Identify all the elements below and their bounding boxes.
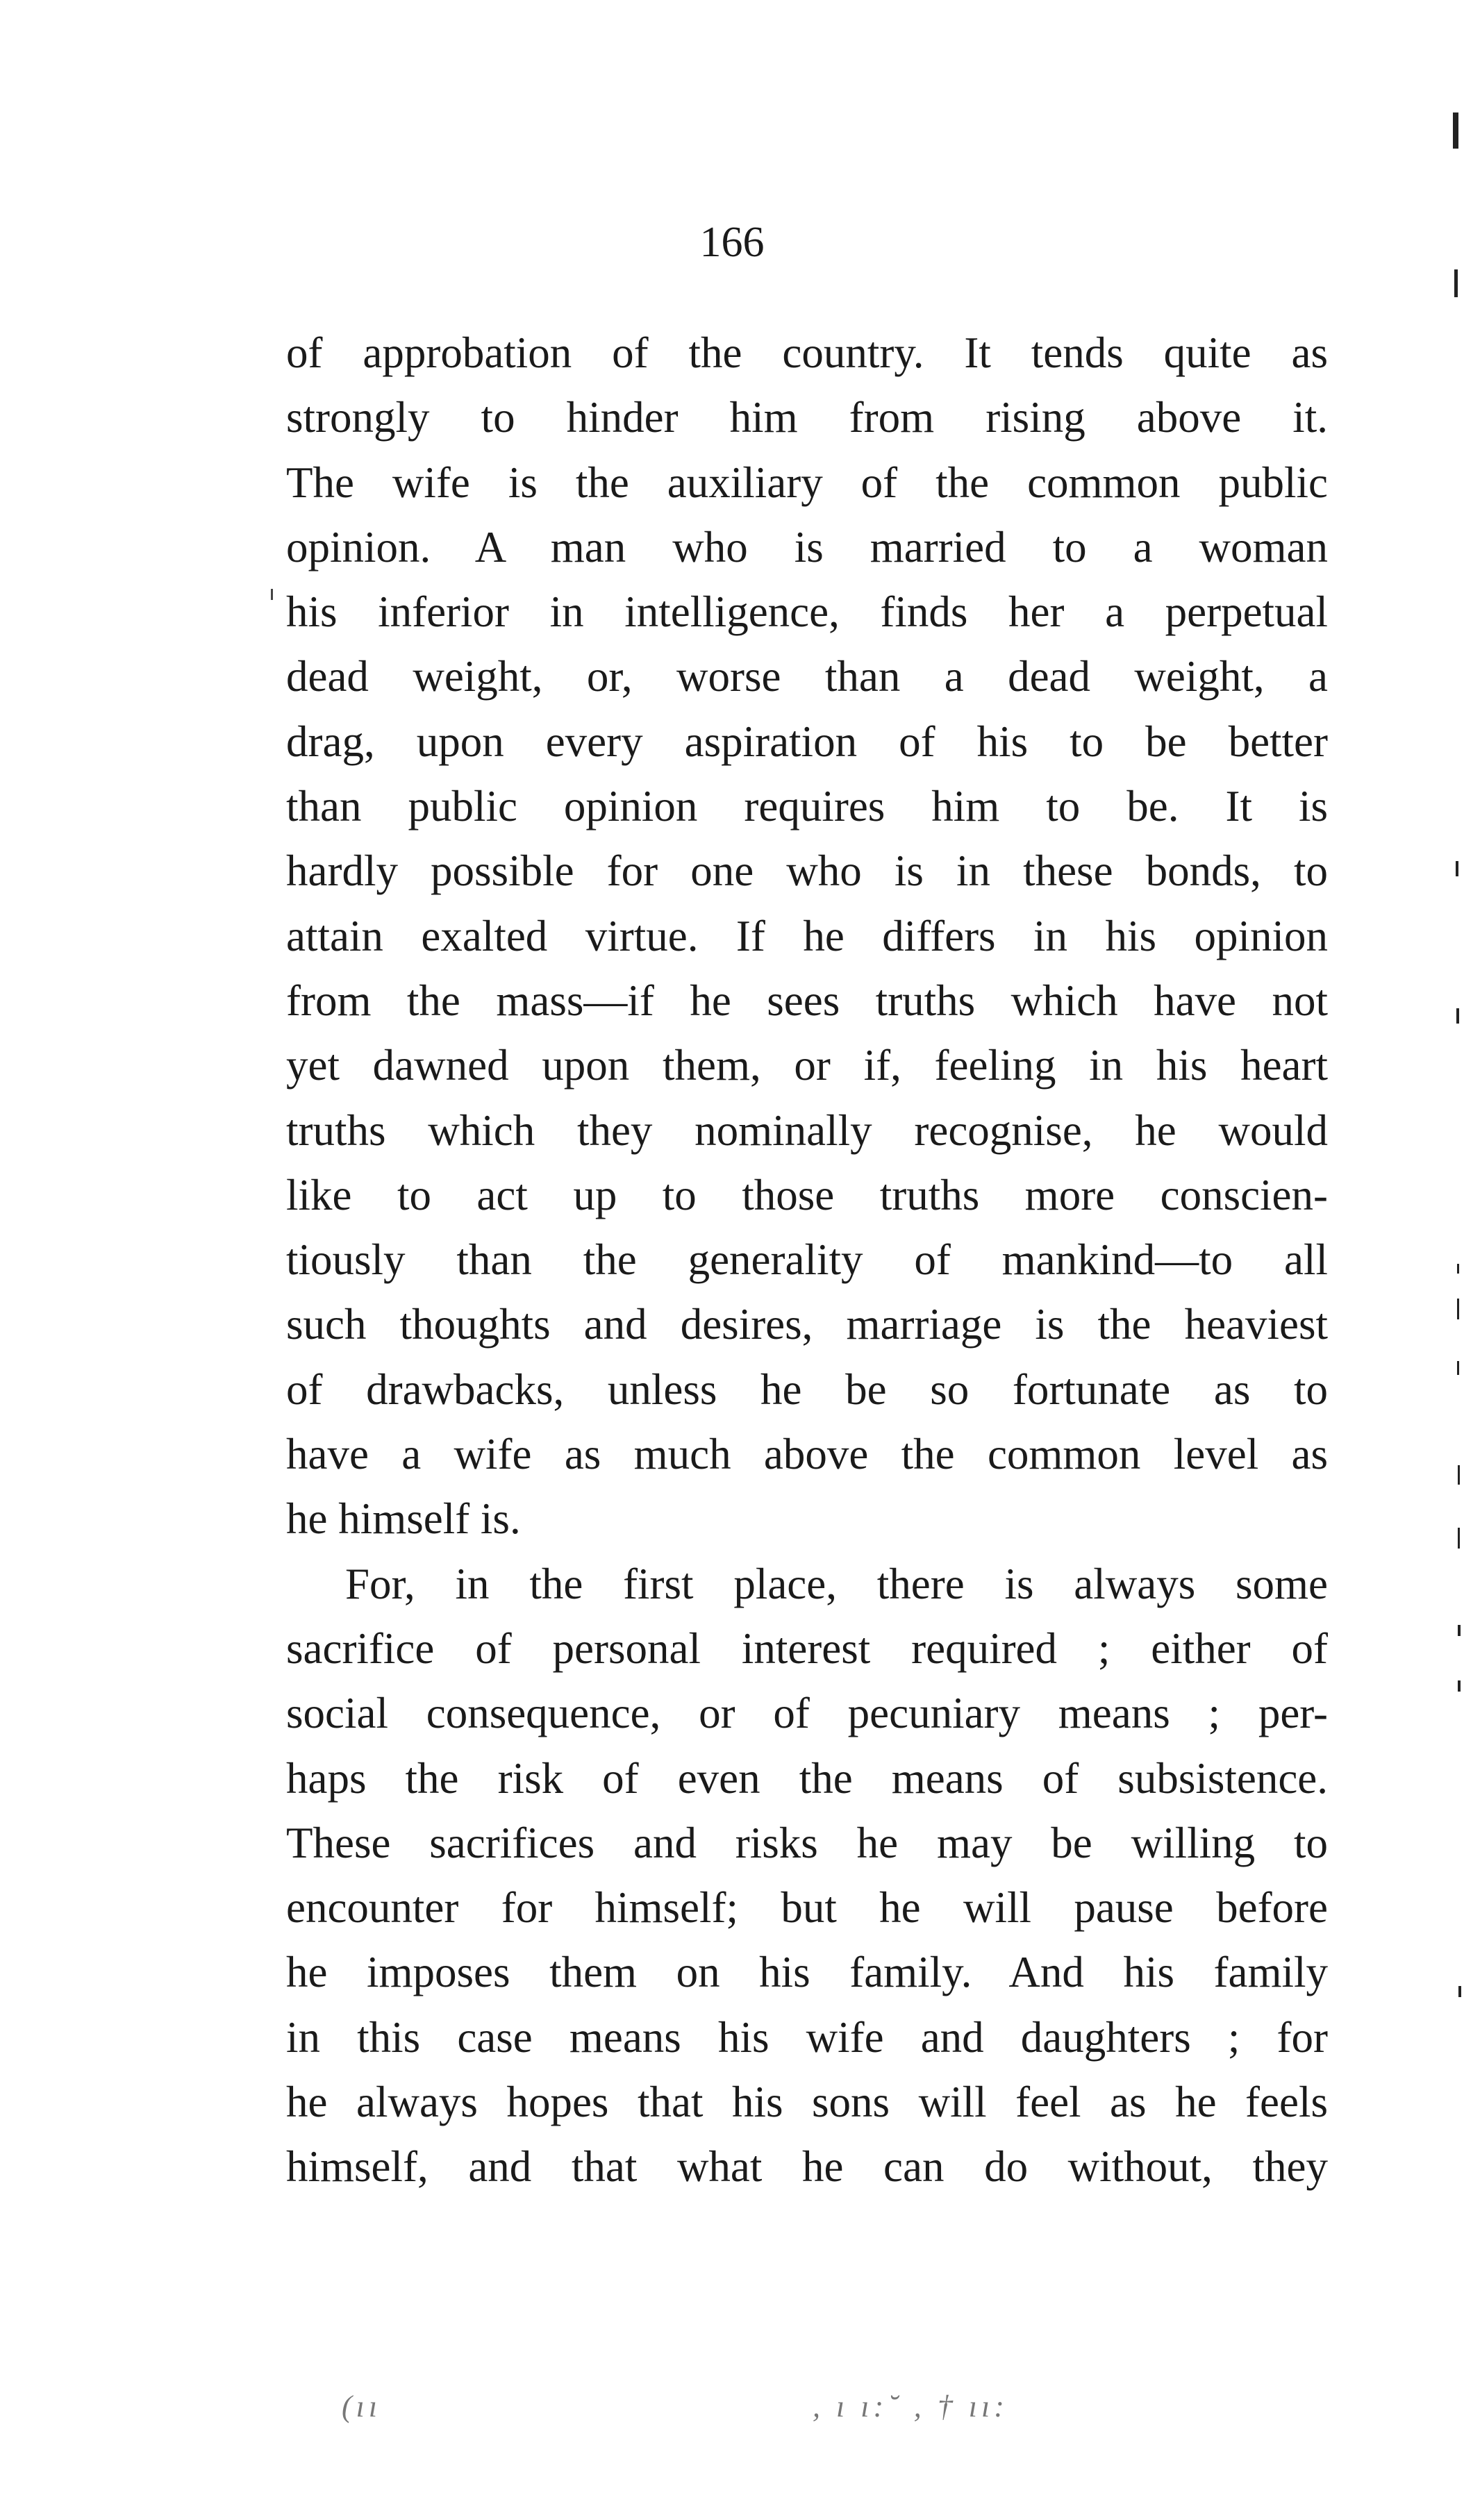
text-line: attain exalted virtue. If he differs in his opinion	[286, 911, 1328, 960]
paragraph-2	[286, 1552, 1328, 2200]
footer-mark-right: , ı ı:˘ , † ıı:	[813, 2389, 1008, 2423]
scan-edge-mark	[1458, 1986, 1461, 1997]
text-line: than public opinion requires him to be. It is	[286, 782, 1328, 831]
text-line: encounter for himself; but he will pause before	[286, 1883, 1328, 1933]
text-line: have a wife as much above the common level as	[286, 1430, 1328, 1479]
text-line: of drawbacks, unless he be so fortunate as to	[286, 1365, 1328, 1414]
text-line: he himself is.	[286, 1494, 521, 1544]
page-number: 166	[699, 219, 765, 266]
text-line: he imposes them on his family. And his family	[286, 1948, 1328, 1997]
text-line: hardly possible for one who is in these bonds, to	[286, 846, 1328, 896]
scan-edge-mark	[1458, 1680, 1461, 1692]
text-line: strongly to hinder him from rising above it.	[286, 393, 1328, 442]
text-line: tiously than the generality of mankind—to all	[286, 1235, 1328, 1285]
text-line: The wife is the auxiliary of the common public	[286, 458, 1328, 507]
text-line: such thoughts and desires, marriage is the heaviest	[286, 1300, 1328, 1349]
scan-edge-mark	[1454, 269, 1458, 297]
scan-edge-mark	[1456, 861, 1458, 876]
scan-edge-mark	[1456, 1008, 1459, 1024]
text-line: from the mass—if he sees truths which have not	[286, 976, 1328, 1025]
text-line: sacrifice of personal interest required ; either of	[286, 1624, 1328, 1673]
text-line: like to act up to those truths more conscien-	[286, 1170, 1328, 1219]
scan-edge-mark	[1457, 1361, 1459, 1375]
text-line: drag, upon every aspiration of his to be better	[286, 717, 1328, 766]
scan-edge-mark	[1453, 112, 1458, 149]
text-line: yet dawned upon them, or if, feeling in his heart	[286, 1041, 1328, 1090]
text-line: himself, and that what he can do without, they	[286, 2142, 1328, 2192]
text-line: he always hopes that his sons will feel as he feels	[286, 2078, 1328, 2127]
text-line: dead weight, or, worse than a dead weight, a	[286, 652, 1328, 701]
footer-mark-left: (ıı	[342, 2389, 382, 2423]
text-line: opinion. A man who is married to a woman	[286, 522, 1328, 571]
stray-mark	[271, 589, 273, 600]
text-line: truths which they nominally recognise, he would	[286, 1105, 1328, 1155]
scan-edge-mark	[1458, 1465, 1460, 1485]
body-text	[286, 321, 1328, 2200]
scan-edge-mark	[1457, 1299, 1459, 1319]
text-line: his inferior in intelligence, finds her a perpetual	[286, 587, 1328, 637]
scan-edge-mark	[1458, 1625, 1461, 1636]
scan-edge-mark	[1457, 1264, 1459, 1274]
scan-edge-mark	[1458, 1528, 1460, 1549]
text-line: of approbation of the country. It tends quite as	[286, 328, 1328, 377]
paragraph-1	[286, 321, 1328, 1552]
text-line: haps the risk of even the means of subsistence.	[286, 1753, 1328, 1803]
text-line: in this case means his wife and daughters ; for	[286, 2012, 1328, 2062]
text-line: social consequence, or of pecuniary means ; per-	[286, 1689, 1328, 1738]
text-line: For, in the first place, there is always some	[345, 1559, 1328, 1608]
text-line: These sacrifices and risks he may be willing to	[286, 1818, 1328, 1867]
